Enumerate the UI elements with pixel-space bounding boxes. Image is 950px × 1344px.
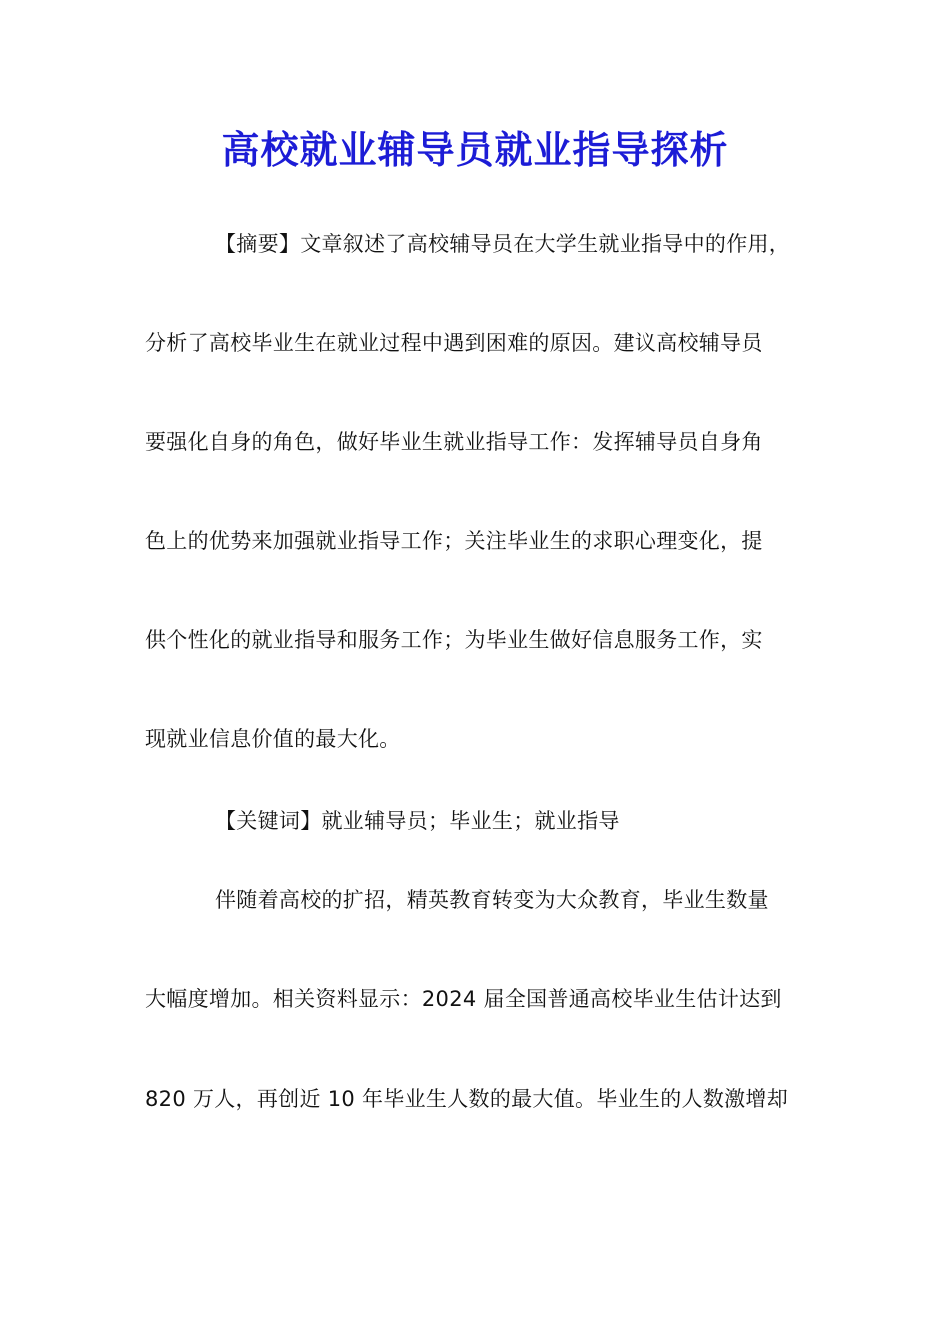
document-title: 高校就业辅导员就业指导探析 bbox=[221, 127, 729, 172]
body-line-2: 大幅度增加。相关资料显示：2024 届全国普通高校毕业生估计达到 bbox=[145, 987, 782, 1011]
body-line-3: 820 万人，再创近 10 年毕业生人数的最大值。毕业生的人数激增却 bbox=[145, 1087, 789, 1111]
abstract-line-2: 分析了高校毕业生在就业过程中遇到困难的原因。建议高校辅导员 bbox=[145, 331, 763, 355]
abstract-line-1: 【摘要】文章叙述了高校辅导员在大学生就业指导中的作用， bbox=[215, 232, 791, 256]
abstract-line-3: 要强化自身的角色，做好毕业生就业指导工作：发挥辅导员自身角 bbox=[145, 430, 763, 454]
keywords-line: 【关键词】就业辅导员；毕业生；就业指导 bbox=[215, 809, 620, 833]
abstract-line-5: 供个性化的就业指导和服务工作；为毕业生做好信息服务工作，实 bbox=[145, 628, 763, 652]
abstract-line-6: 现就业信息价值的最大化。 bbox=[145, 727, 401, 751]
abstract-line-4: 色上的优势来加强就业指导工作；关注毕业生的求职心理变化，提 bbox=[145, 529, 763, 553]
body-line-1: 伴随着高校的扩招，精英教育转变为大众教育，毕业生数量 bbox=[215, 888, 769, 912]
